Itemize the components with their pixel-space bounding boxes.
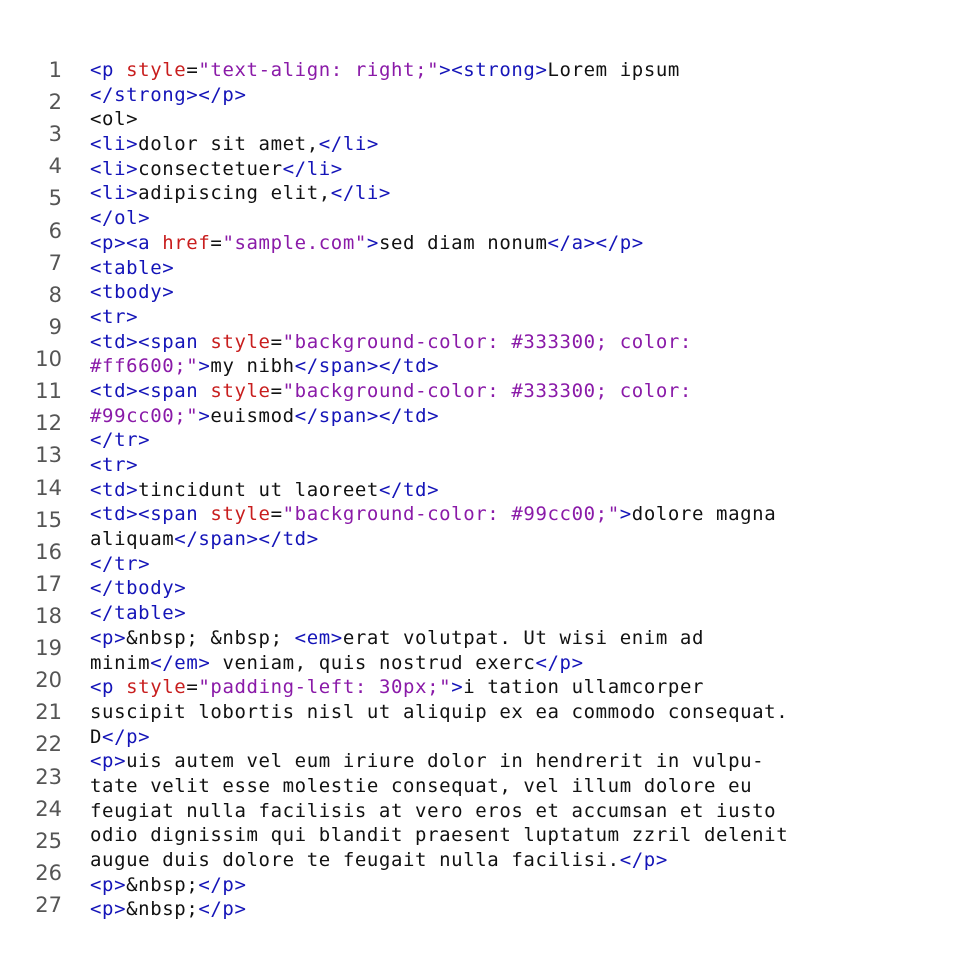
code-line — [90, 700, 970, 725]
code-text-token: i tation ullamcorper — [463, 676, 705, 699]
code-line — [90, 157, 970, 182]
code-attribute-token: style — [210, 330, 271, 353]
line-number: 23 — [35, 764, 62, 789]
code-attribute-token: style — [126, 676, 187, 699]
code-tag-token: </tr> — [90, 429, 151, 452]
code-tag-token: <p — [90, 59, 127, 81]
code-tag-token: <em> — [294, 626, 343, 649]
line-number: 11 — [35, 379, 62, 404]
code-tag-token: </li> — [318, 133, 379, 156]
code-text-token: = — [186, 676, 199, 699]
code-tag-token: ><strong> — [439, 59, 548, 81]
line-number: 7 — [48, 250, 62, 275]
code-attribute-token: style — [210, 379, 271, 402]
code-line — [90, 897, 970, 922]
code-line — [90, 206, 970, 231]
code-line — [90, 181, 970, 206]
line-number: 17 — [35, 571, 62, 596]
code-tag-token: > — [366, 231, 379, 254]
code-tag-token: <li> — [90, 133, 139, 156]
code-tag-token: </li> — [330, 182, 391, 205]
code-tag-token: </table> — [90, 602, 187, 625]
line-number: 6 — [48, 218, 62, 243]
code-line — [90, 873, 970, 898]
code-text-token: feugiat nulla facilisis at vero eros et accumsan et iusto — [90, 799, 777, 822]
code-tag-token: <p> — [90, 873, 127, 896]
code-tag-token: <tbody> — [90, 281, 175, 304]
code-text-token: &nbsp; &nbsp; — [126, 626, 295, 649]
code-text-token: dolor sit amet, — [138, 133, 319, 156]
line-number: 25 — [35, 828, 62, 853]
code-text-token: suscipit lobortis nisl ut aliquip ex ea commodo consequat. — [90, 700, 789, 723]
code-tag-token: <td><span — [90, 330, 211, 353]
line-number: 9 — [48, 314, 62, 339]
line-number: 14 — [35, 475, 62, 500]
code-tag-token: </p> — [619, 849, 668, 871]
code-tag-token: </a></p> — [547, 231, 644, 254]
code-tag-token: <td><span — [90, 379, 211, 402]
code-tag-token: </span></td> — [294, 404, 440, 427]
code-string-token: "sample.com" — [222, 231, 367, 254]
line-number: 15 — [35, 507, 62, 532]
line-number: 24 — [35, 796, 62, 821]
code-line — [90, 725, 970, 750]
code-tag-token: <td> — [90, 478, 139, 501]
code-tag-token: > — [451, 676, 464, 699]
code-line — [90, 428, 970, 453]
code-text-token: euismod — [210, 404, 295, 427]
code-text-token: my nibh — [210, 355, 295, 378]
code-line — [90, 848, 970, 873]
code-area[interactable] — [90, 58, 970, 922]
code-tag-token: </p> — [535, 651, 584, 674]
line-number: 2 — [48, 90, 62, 115]
code-tag-token: </ol> — [90, 207, 151, 230]
code-tag-token: <li> — [90, 157, 139, 180]
line-number: 4 — [48, 154, 62, 179]
code-line — [90, 576, 970, 601]
line-number: 18 — [35, 603, 62, 628]
code-text-token: D — [90, 725, 103, 748]
code-text-token: tincidunt ut laoreet — [138, 478, 379, 501]
line-number: 8 — [48, 282, 62, 307]
code-tag-token: <td><span — [90, 503, 211, 526]
code-tag-token: </td> — [378, 478, 440, 501]
code-string-token: "background-color: #99cc00;" — [282, 503, 620, 526]
code-line — [90, 404, 970, 429]
code-tag-token: </tr> — [90, 552, 151, 575]
code-line — [90, 354, 970, 379]
code-line — [90, 626, 970, 651]
code-text-token: = — [186, 59, 199, 81]
code-attribute-token: style — [126, 59, 187, 81]
code-tag-token: </p> — [198, 898, 247, 921]
code-tag-token: <tr> — [90, 454, 139, 476]
code-tag-token: </li> — [282, 157, 343, 180]
line-number: 10 — [35, 347, 62, 372]
code-text-token: augue duis dolore te feugait nulla facilisi. — [90, 849, 620, 871]
code-line — [90, 107, 970, 132]
line-number: 1 — [48, 58, 62, 82]
code-attribute-token: style — [210, 503, 271, 526]
code-line — [90, 330, 970, 355]
code-string-token: #ff6600;" — [90, 355, 199, 378]
code-line — [90, 58, 970, 83]
code-line — [90, 132, 970, 157]
code-tag-token: > — [619, 503, 632, 526]
code-tag-token: <p — [90, 676, 127, 699]
line-number: 3 — [48, 122, 62, 147]
code-text-token: = — [210, 231, 223, 254]
code-text-token: odio dignissim qui blandit praesent luptatum zzril delenit — [90, 824, 789, 847]
code-text-token: dolore magna — [631, 503, 777, 526]
line-number: 13 — [35, 443, 62, 468]
line-number: 19 — [35, 636, 62, 661]
line-number-gutter — [0, 0, 80, 980]
line-number: 5 — [48, 186, 62, 211]
code-text-token: sed diam nonum — [378, 231, 548, 254]
code-text-token: &nbsp; — [126, 898, 199, 921]
code-line — [90, 379, 970, 404]
code-tag-token: </p> — [198, 873, 247, 896]
code-tag-token: <li> — [90, 182, 139, 205]
code-text-token: <ol> — [90, 108, 139, 131]
code-string-token: #99cc00;" — [90, 404, 199, 427]
code-line — [90, 502, 970, 527]
code-tag-token: > — [198, 404, 211, 427]
code-text-token: = — [270, 330, 283, 353]
code-text-token: &nbsp; — [126, 873, 199, 896]
code-line — [90, 799, 970, 824]
code-line — [90, 453, 970, 478]
code-line — [90, 83, 970, 108]
code-line — [90, 280, 970, 305]
code-string-token: "background-color: #333300; color: — [282, 379, 692, 402]
code-text-token: = — [270, 503, 283, 526]
code-line — [90, 527, 970, 552]
code-line — [90, 256, 970, 281]
code-string-token: "padding-left: 30px;" — [198, 676, 452, 699]
code-text-token: minim — [90, 651, 151, 674]
code-text-token: uis autem vel eum iriure dolor in hendrerit in vulpu- — [126, 750, 765, 773]
code-tag-token: </tbody> — [90, 577, 187, 600]
code-tag-token: <p> — [90, 626, 127, 649]
code-line — [90, 305, 970, 330]
code-line — [90, 478, 970, 503]
code-string-token: "text-align: right;" — [198, 59, 440, 81]
code-text-token: adipiscing elit, — [138, 182, 331, 205]
code-text-token: Lorem ipsum — [547, 59, 680, 81]
code-tag-token: <table> — [90, 256, 175, 279]
line-number: 20 — [35, 668, 62, 693]
line-number: 16 — [35, 539, 62, 564]
code-tag-token: </span></td> — [174, 528, 319, 551]
code-tag-token: > — [198, 355, 211, 378]
code-line — [90, 823, 970, 848]
line-number: 22 — [35, 732, 62, 757]
line-number: 26 — [35, 860, 62, 885]
code-tag-token: <p> — [90, 898, 127, 921]
code-text-token: = — [270, 379, 283, 402]
code-tag-token: <p><a — [90, 231, 163, 254]
code-text-token: consectetuer — [138, 157, 283, 180]
code-attribute-token: href — [162, 231, 211, 254]
line-number: 12 — [35, 411, 62, 436]
code-tag-token: </span></td> — [294, 355, 440, 378]
code-line — [90, 749, 970, 774]
code-line — [90, 552, 970, 577]
code-text-token: veniam, quis nostrud exerc — [210, 651, 536, 674]
code-line — [90, 651, 970, 676]
code-line — [90, 601, 970, 626]
code-tag-token: </p> — [102, 725, 151, 748]
code-tag-token: <tr> — [90, 305, 139, 328]
code-tag-token: </em> — [150, 651, 211, 674]
code-tag-token: <p> — [90, 750, 127, 773]
code-string-token: "background-color: #333300; color: — [282, 330, 692, 353]
code-tag-token: </strong></p> — [90, 83, 247, 106]
line-number: 21 — [35, 700, 62, 725]
code-line — [90, 231, 970, 256]
code-text-token: erat volutpat. Ut wisi enim ad — [342, 626, 704, 649]
code-text-token: aliquam — [90, 528, 175, 551]
code-line — [90, 675, 970, 700]
code-line — [90, 774, 970, 799]
code-text-token: tate velit esse molestie consequat, vel illum dolore eu — [90, 774, 753, 797]
line-number: 27 — [35, 893, 62, 917]
